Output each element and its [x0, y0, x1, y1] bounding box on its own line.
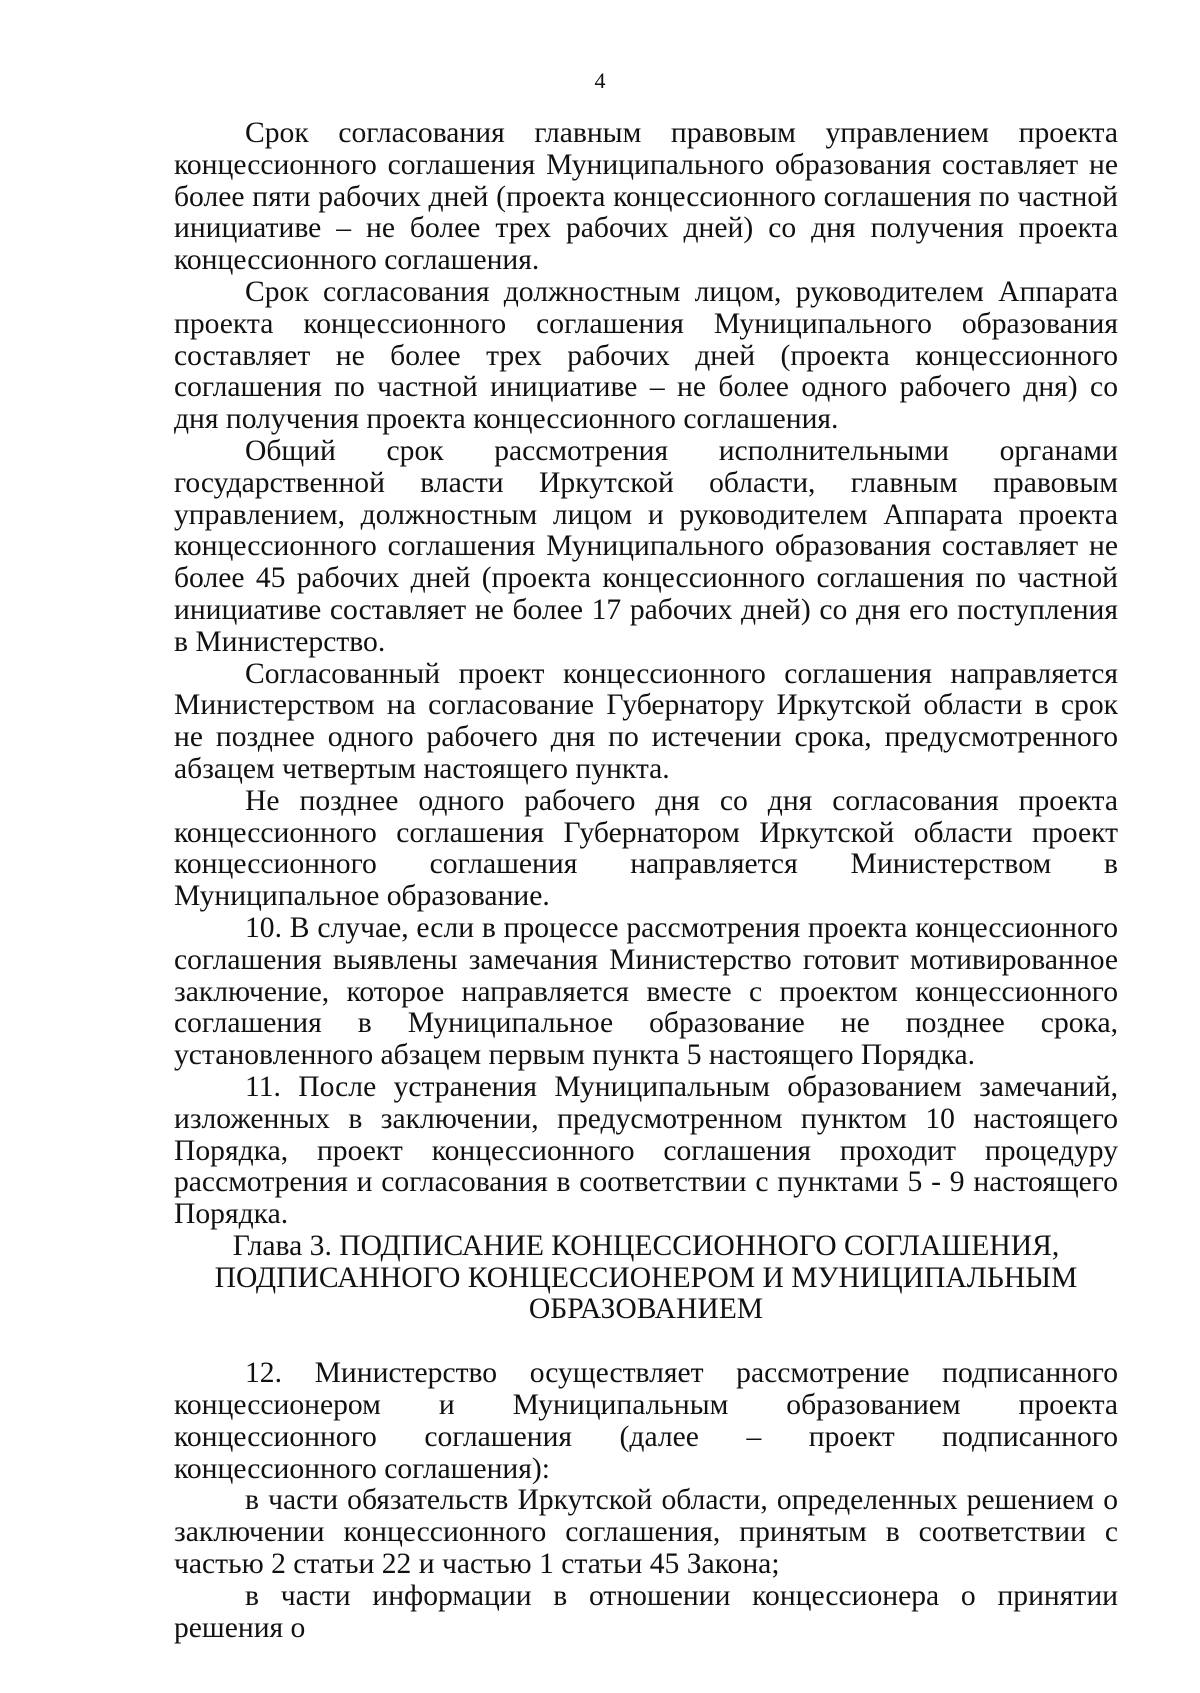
spacer [174, 1326, 1118, 1358]
chapter-3-heading [174, 1231, 1118, 1326]
document-body [174, 118, 1118, 1644]
paragraph-item-10: 10. В случае, если в процессе рассмотрения проекта концессионного соглашения выявлены замечания Министерство готовит мотивированное заключение, которое направляется вместе с проектом концессионного соглашения в Муниципальное образование не позднее срока, установленного абзацем первым пункта 5 настоящего Порядка. [174, 911, 1118, 1072]
chapter-heading-line: ОБРАЗОВАНИЕМ [528, 1293, 764, 1326]
paragraph-governor-approval: Согласованный проект концессионного соглашения направляется Министерством на согласование Губернатору Иркутской области в срок не позднее одного рабочего дня по истечении срока, предусмотренного абзацем четвертым настоящего пункта. [174, 657, 1118, 785]
paragraph-total-review-period: Общий срок рассмотрения исполнительными органами государственной власти Иркутской области, главным правовым управлением, должностным лицом и руководителем Аппарата проекта концессионного соглашения Муниципального образования составляет не более 45 рабочих дней (проекта концессионного соглашения по частной инициативе составляет не более 17 рабочих дней) со дня его поступления в Министерство. [174, 434, 1118, 658]
paragraph-concessionaire-info-part: в части информации в отношении концессионера о принятии решения о [174, 1579, 1118, 1644]
chapter-heading-line: Глава 3. ПОДПИСАНИЕ КОНЦЕССИОННОГО СОГЛАШЕНИЯ, [232, 1229, 1060, 1262]
paragraph-sending-to-municipality: Не позднее одного рабочего дня со дня согласования проекта концессионного соглашения Губернатором Иркутской области проект концессионного соглашения направляется Министерством в Муниципальное образование. [174, 784, 1118, 913]
paragraph-item-12: 12. Министерство осуществляет рассмотрение подписанного концессионером и Муниципальным образованием проекта концессионного соглашения (далее – проект подписанного концессионного соглашения): [174, 1357, 1118, 1485]
chapter-heading-line: ПОДПИСАННОГО КОНЦЕССИОНЕРОМ И МУНИЦИПАЛЬНЫМ [214, 1261, 1078, 1294]
paragraph-approval-official: Срок согласования должностным лицом, руководителем Аппарата проекта концессионного соглашения Муниципального образования составляет не более трех рабочих дней (проекта концессионного соглашения по частной инициативе – не более одного рабочего дня) со дня получения проекта концессионного соглашения. [174, 275, 1118, 436]
paragraph-obligations-part: в части обязательств Иркутской области, определенных решением о заключении концессионного соглашения, принятым в соответствии с частью 2 статьи 22 и частью 1 статьи 45 Закона; [174, 1484, 1118, 1581]
paragraph-item-11: 11. После устранения Муниципальным образованием замечаний, изложенных в заключении, предусмотренном пунктом 10 настоящего Порядка, проект концессионного соглашения проходит процедуру рассмотрения и согласования в соответствии с пунктами 5 - 9 настоящего Порядка. [174, 1070, 1118, 1231]
page-number: 4 [594, 68, 606, 93]
paragraph-approval-legal-department: Срок согласования главным правовым управлением проекта концессионного соглашения Муниципального образования составляет не более пяти рабочих дней (проекта концессионного соглашения по частной инициативе – не более трех рабочих дней) со дня получения проекта концессионного соглашения. [174, 117, 1118, 277]
